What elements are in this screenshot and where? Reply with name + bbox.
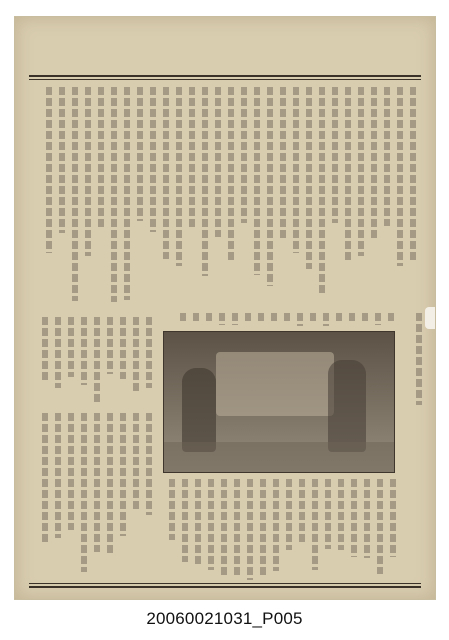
text-column-placeholder: [81, 317, 87, 385]
text-column-placeholder: [189, 87, 195, 230]
text-column-placeholder: [120, 317, 126, 379]
text-column-placeholder: [297, 313, 303, 326]
text-column-placeholder: [388, 313, 394, 323]
text-column-placeholder: [68, 317, 74, 377]
text-column-placeholder: [310, 313, 316, 323]
vertical-text-block-right: [403, 311, 425, 443]
text-column-placeholder: [180, 313, 186, 323]
photo-floor: [164, 442, 394, 472]
bottom-rule: [29, 586, 421, 588]
text-column-placeholder: [146, 317, 152, 388]
vertical-text-block-bottom: [163, 477, 399, 583]
text-column-placeholder: [228, 87, 234, 260]
heading-box: [33, 315, 155, 407]
text-column-placeholder: [247, 479, 253, 580]
text-column-placeholder: [241, 87, 247, 223]
text-column-placeholder: [193, 313, 199, 323]
text-column-placeholder: [133, 317, 139, 393]
text-column-placeholder: [81, 413, 87, 572]
text-column-placeholder: [85, 87, 91, 256]
photo-illustration: [163, 331, 395, 473]
text-column-placeholder: [219, 313, 225, 325]
text-column-placeholder: [215, 87, 221, 237]
text-column-placeholder: [169, 479, 175, 540]
text-column-placeholder: [59, 87, 65, 233]
text-column-placeholder: [325, 479, 331, 549]
text-column-placeholder: [107, 413, 113, 554]
text-column-placeholder: [195, 479, 201, 566]
text-column-placeholder: [336, 313, 342, 323]
text-column-placeholder: [163, 87, 169, 259]
text-column-placeholder: [120, 413, 126, 536]
text-column-placeholder: [107, 317, 113, 374]
text-column-placeholder: [351, 479, 357, 557]
vertical-text-block-upper-middle: [165, 311, 397, 329]
text-column-placeholder: [221, 479, 227, 575]
text-column-placeholder: [94, 317, 100, 404]
text-column-placeholder: [323, 313, 329, 326]
text-column-placeholder: [258, 313, 264, 324]
text-column-placeholder: [182, 479, 188, 562]
text-column-placeholder: [273, 479, 279, 571]
document-page: [14, 16, 436, 600]
text-column-placeholder: [55, 317, 61, 388]
text-column-placeholder: [245, 313, 251, 323]
text-column-placeholder: [124, 87, 130, 300]
vertical-text-block-lower-middle: [33, 411, 155, 577]
text-column-placeholder: [416, 313, 422, 405]
text-column-placeholder: [371, 87, 377, 238]
text-column-placeholder: [260, 479, 266, 575]
text-column-placeholder: [345, 87, 351, 261]
text-column-placeholder: [137, 87, 143, 221]
text-column-placeholder: [208, 479, 214, 570]
photo-light-patch: [216, 352, 334, 416]
text-column-placeholder: [286, 479, 292, 550]
text-column-placeholder: [46, 87, 52, 253]
text-column-placeholder: [55, 413, 61, 538]
text-column-placeholder: [377, 479, 383, 574]
text-column-placeholder: [384, 87, 390, 226]
text-column-placeholder: [293, 87, 299, 253]
text-column-placeholder: [94, 413, 100, 552]
item-caption: 20060021031_P005: [146, 609, 303, 628]
text-column-placeholder: [280, 87, 286, 241]
text-column-placeholder: [312, 479, 318, 570]
text-column-placeholder: [146, 413, 152, 515]
text-column-placeholder: [319, 87, 325, 294]
vertical-text-block-top: [33, 85, 419, 307]
text-column-placeholder: [133, 413, 139, 512]
text-column-placeholder: [206, 313, 212, 323]
text-column-placeholder: [202, 87, 208, 276]
text-column-placeholder: [375, 313, 381, 325]
text-column-placeholder: [150, 87, 156, 232]
text-column-placeholder: [234, 479, 240, 578]
text-column-placeholder: [410, 87, 416, 260]
text-column-placeholder: [284, 313, 290, 323]
text-column-placeholder: [390, 479, 396, 557]
text-column-placeholder: [42, 317, 48, 380]
text-column-placeholder: [267, 87, 273, 286]
text-column-placeholder: [364, 479, 370, 558]
text-column-placeholder: [299, 479, 305, 544]
text-column-placeholder: [362, 313, 368, 323]
text-column-placeholder: [111, 87, 117, 302]
top-rule-thin: [29, 79, 421, 80]
text-column-placeholder: [358, 87, 364, 256]
text-column-placeholder: [332, 87, 338, 223]
text-column-placeholder: [338, 479, 344, 550]
text-column-placeholder: [349, 313, 355, 323]
text-column-placeholder: [254, 87, 260, 275]
photo-dark-figure-left: [182, 368, 216, 452]
text-column-placeholder: [42, 413, 48, 542]
text-column-placeholder: [271, 313, 277, 323]
top-rule: [29, 75, 421, 77]
text-column-placeholder: [72, 87, 78, 301]
text-column-placeholder: [397, 87, 403, 266]
text-column-placeholder: [98, 87, 104, 227]
photo-dark-figure-right: [328, 360, 366, 452]
text-column-placeholder: [68, 413, 74, 530]
text-column-placeholder: [176, 87, 182, 266]
paper-tear: [425, 307, 435, 329]
text-column-placeholder: [306, 87, 312, 269]
bottom-rule-thin: [29, 583, 421, 584]
text-column-placeholder: [232, 313, 238, 325]
